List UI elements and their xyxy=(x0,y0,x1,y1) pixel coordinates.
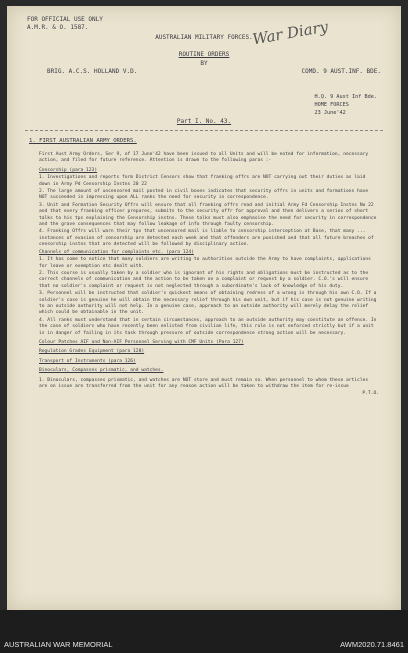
reference-number: A.M.R. & O. 1587. xyxy=(27,24,89,31)
archive-name: AUSTRALIAN WAR MEMORIAL xyxy=(4,640,113,649)
subheading: Colour Patches AIF and Non-AIF Personnel Serving with CMF Units (Para 127) xyxy=(39,339,244,345)
archive-id: AWM2020.71.8461 xyxy=(340,640,404,649)
by-label: BY xyxy=(200,60,208,67)
paragraph: 1. Investigations and reports form District Censors show that franking offrs are NOT carrying out their duties as laid down in Army Pd Censorship Instns 20 22 xyxy=(39,175,366,187)
hq-line-3: 23 June'42 xyxy=(314,110,346,116)
command-name: COMD. 9 AUST.INF. BDE. xyxy=(301,68,381,75)
brigadier-name: BRIG. A.C.S. HOLLAND V.D. xyxy=(47,68,138,75)
paragraph: 3. Personnel will be instructed that soldier's quickest means of obtaining redress of a wrong is through his own C.O. If a soldier's case is genuine he will obtain the necessary relief through his own unit, but if his case is not genuine writing to an outside authority will not help. In a genuine case, approach to an outside authority will merely delay the relief which could be obtainable in the unit. xyxy=(39,291,377,316)
part-number: Part I. No. 43. xyxy=(176,118,232,125)
hq-line-1: H.Q. 9 Aust Inf Bde. xyxy=(314,94,377,100)
subheading: Transport of Instruments (para 126) xyxy=(39,358,136,364)
censorship-heading: Censorship (para 123) xyxy=(39,167,98,173)
hq-block xyxy=(315,93,377,117)
subheading: Regulation Grades Equipment (para 128) xyxy=(39,349,145,355)
restriction-block xyxy=(27,16,103,32)
restriction-label: FOR OFFICIAL USE ONLY xyxy=(27,16,103,23)
brigadier-line xyxy=(47,68,381,75)
divider xyxy=(25,130,383,131)
paragraph: Channels of communication for complaints etc. (para 124) xyxy=(39,249,194,255)
paragraph: 2. The large amount of uncensored mail posted in civil boxes indicates that security offrs in units and formations have NOT succeeded in impressing upon ALL ranks the need for security in correspondence. xyxy=(39,189,369,201)
intro-paragraph: First Aust Army Orders, Ser 9, of 17 June'42 have been issued to all Units and will be noted for information, necessary action, and filed for future reference. Attention is drawn to the following paras :- xyxy=(39,152,369,164)
org-title: AUSTRALIAN MILITARY FORCES. xyxy=(155,34,253,41)
paragraph: 4. Franking Offrs will warn their tps that uncensored mail is liable to censorship interception at Base, that many ... instances of evasion of censorship are detected each week and that offenders are punished and that all future breaches of censorship instns that are detected will be followed by disciplinary action. xyxy=(39,229,374,248)
archive-footer xyxy=(0,610,408,653)
pto-label: P.T.O. xyxy=(362,391,379,397)
paragraph: 3. Unit and Formation Security Offrs will ensure that all franking offrs read and initial Army Fd Censorship Instns No 22 and that every franking officer prepares, submits to the security offr for approval and then delivers a series of short talks to his tps explaining the Censorship instns. These talks must also emphasise the need for security in correspondence and the grave consequences that may follow leakage of info through faulty censorship. xyxy=(39,202,377,228)
document-page xyxy=(7,6,401,610)
orders-body xyxy=(39,152,379,399)
paragraph: 4. All ranks must understand that in certain circumstances, approach to an outside authority may constitute an offence. In the case of soldiers who have recently been enlisted from civilian life, this rule is not enforced strictly but if a unit is in danger of failing in its task through pressure of outside correspondence strong action will be necessary. xyxy=(39,317,377,336)
orders-title: ROUTINE ORDERS xyxy=(178,51,230,58)
paragraph: 2. This course is usually taken by a soldier who is ignorant of his rights and obligations must be instructed as to the correct channels of communication and the action to be taken on a complaint or request by a soldier. C.O.'s will ensure that no soldier's complaint or request is not neglected through a subordinate's lack of knowledge of his duty. xyxy=(39,270,369,289)
section-heading: 1. FIRST AUSTRALIAN ARMY ORDERS. xyxy=(29,138,137,144)
handwritten-signature: War Diary xyxy=(251,17,330,49)
subheading: Binoculars, Compasses prismatic, and watches. xyxy=(39,368,164,374)
paragraph: 1. It has come to notice that many soldiers are writing to authorities outside the Army to have complaints, applications for leave or exemption etc dealt with. xyxy=(39,257,371,269)
paragraph: 1. Binoculars, compasses prismatic, and watches are NOT store and must remain so. When personnel to whom these articles are on issue are transferred from the unit for any reason action will be taken to withdraw the item for re-issue xyxy=(39,377,369,389)
hq-line-2: HOME FORCES xyxy=(314,102,349,108)
